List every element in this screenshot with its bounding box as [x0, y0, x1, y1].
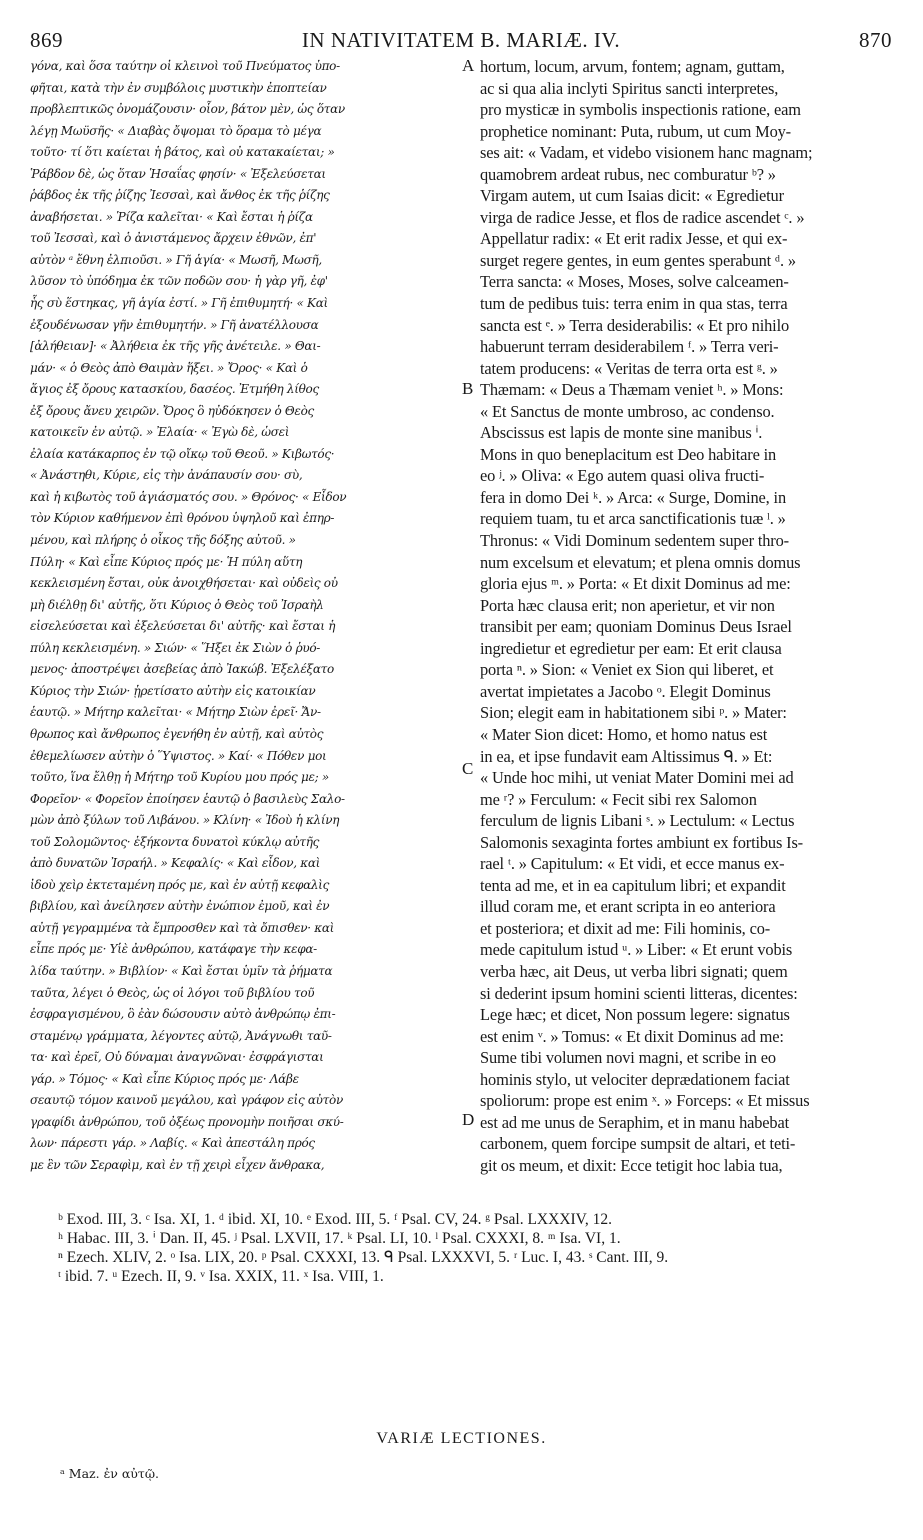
footnote-line: ⁿ Ezech. XLIV, 2. ᵒ Isa. LIX, 20. ᵖ Psal. CXXXI, 13. ᑫ Psal. LXXXVI, 5. ʳ Luc. I, 43. ˢ Cant. III, 9.	[58, 1249, 669, 1266]
latin-text-line: tatem producens: « Veritas de terra orta est ᵍ. »	[480, 358, 778, 378]
latin-text-line: pro mysticæ in symbolis inspectionis ratione, eam	[480, 100, 801, 120]
greek-text-line: αὐτῇ γεγραμμένα τὰ ἔμπροσθεν καὶ τὰ ὄπισθεν· καὶ	[30, 920, 335, 935]
latin-text-line: tenta ad me, et in ea capitulum libri; et expandit	[480, 875, 786, 895]
latin-text-line: verba hæc, ait Deus, ut verba libri signati; quem	[480, 961, 788, 981]
greek-text-line: βιβλίου, καὶ ἀνείλησεν αὐτὴν ἐνώπιον ἐμοῦ, καὶ ἐν	[30, 899, 330, 914]
greek-text-line: « Ἀνάστηθι, Κύριε, εἰς τὴν ἀνάπαυσίν σου· σὺ,	[30, 468, 303, 483]
running-header	[30, 28, 892, 56]
greek-text-line: μὼν ἀπὸ ξύλων τοῦ Λιβάνου. » Κλίνη· « Ἰδοὺ ἡ κλίνη	[30, 813, 340, 828]
greek-text-line: Φορεῖον· « Φορεῖον ἐποίησεν ἑαυτῷ ὁ βασιλεὺς Σαλο-	[30, 791, 345, 806]
footnote-line: ᵇ Exod. III, 3. ᶜ Isa. XI, 1. ᵈ ibid. XI, 10. ᵉ Exod. III, 5. ᶠ Psal. CV, 24. ᵍ Psal. LXXXIV, 12.	[58, 1211, 612, 1228]
greek-text-line: τοῦ Σολομῶντος· ἑξήκοντα δυνατοὶ κύκλῳ αὐτῆς	[30, 834, 320, 849]
latin-text-line: me ʳ? » Ferculum: « Fecit sibi rex Salomon	[480, 789, 757, 809]
latin-text-line: porta ⁿ. » Sion: « Veniet ex Sion qui liberet, et	[480, 660, 774, 680]
greek-text-line: λίδα ταύτην. » Βιβλίον· « Καὶ ἔσται ὑμῖν τὰ ῥήματα	[30, 963, 333, 978]
greek-text-line: γόνα, καὶ ὅσα ταύτην οἱ κλεινοὶ τοῦ Πνεύματος ὑπο-	[30, 59, 340, 73]
latin-text-line: quamobrem ardeat rubus, nec comburatur ᵇ? »	[480, 164, 776, 184]
greek-text-line: Πύλη· « Καὶ εἶπε Κύριος πρός με· Ἡ πύλη αὕτη	[30, 554, 303, 569]
latin-text-line: tum de pedibus tuis: terra enim in qua stas, terra	[480, 294, 788, 314]
greek-text-line: ἀναβήσεται. » Ῥίζα καλεῖται· « Καὶ ἔσται ἡ ῥίζα	[30, 209, 313, 224]
greek-text-line: ἰδοὺ χεὶρ ἐκτεταμένη πρός με, καὶ ἐν αὐτῇ κεφαλὶς	[30, 877, 330, 892]
greek-text-line: λων· πάρεστι γάρ. » Λαβίς. « Καὶ ἀπεστάλη πρός	[30, 1136, 315, 1151]
latin-text-line: ingredietur et egredietur per eam: Et erit clausa	[480, 638, 782, 658]
latin-text-line: spoliorum: prope est enim ˣ. » Forceps: « Et missus	[480, 1091, 810, 1111]
greek-text-line: λῦσον τὸ ὑπόδημα ἐκ τῶν ποδῶν σου· ἡ γὰρ γῆ, ἐφ'	[30, 274, 328, 289]
greek-text-line: τοῦτο· τί ὅτι καίεται ἡ βάτος, καὶ οὐ κατακαίεται; »	[30, 145, 335, 160]
latin-text-line: rael ᵗ. » Capitulum: « Et vidi, et ecce manus ex-	[480, 854, 785, 874]
latin-text-line: « Et Sanctus de monte umbroso, ac condenso.	[480, 401, 775, 421]
greek-text-line: κατοικεῖν ἐν αὐτῷ. » Ἐλαία· « Ἐγὼ δὲ, ὡσεὶ	[30, 425, 290, 440]
latin-text-line: Salomonis sexaginta fortes ambiunt ex fortibus Is-	[480, 832, 803, 852]
latin-text-line: virga de radice Jesse, et flos de radice ascendet ᶜ. »	[480, 207, 805, 227]
greek-text-line: τοῦ Ἰεσσαὶ, καὶ ὁ ἀνιστάμενος ἄρχειν ἐθνῶν, ἐπ'	[30, 231, 317, 246]
latin-text-line: Virgam autem, ut cum Isaias dicit: « Egredietur	[480, 186, 784, 206]
greek-text-line: θρωπος καὶ ἄνθρωπος ἐγενήθη ἐν αὐτῇ, καὶ αὐτὸς	[30, 726, 324, 741]
latin-text-line: Porta hæc clausa erit; non aperietur, et vir non	[480, 595, 775, 615]
latin-text-line: num excelsum et elevatum; et plena omnis domus	[480, 552, 801, 572]
latin-text-line: requiem tuam, tu et arca sanctificationis tuæ ˡ. »	[480, 509, 786, 529]
variae-lectiones-note: ᵃ Maz. ἐν αὐτῷ.	[60, 1466, 159, 1481]
greek-text-line: [ἀλήθειαν]· « Ἀλήθεια ἐκ τῆς γῆς ἀνέτειλε. » Θαι-	[30, 339, 321, 354]
greek-text-line: φῆται, κατὰ τὴν ἐν συμβόλοις μυστικὴν ἐποπτείαν	[30, 80, 327, 95]
latin-text-line: hortum, locum, arvum, fontem; agnam, guttam,	[480, 57, 785, 76]
latin-text-line: Terra sancta: « Moses, Moses, solve calceamen-	[480, 272, 789, 292]
latin-text-line: git os meum, et dixit: Ecce tetigit hoc labia tua,	[480, 1155, 783, 1175]
latin-text-line: Lege hæc; et dicet, Non possum legere: signatus	[480, 1005, 790, 1025]
greek-text-line: ἀπὸ δυνατῶν Ἰσραήλ. » Κεφαλίς· « Καὶ εἶδον, καὶ	[30, 856, 321, 871]
greek-text-line: γάρ. » Τόμος· « Καὶ εἶπε Κύριος πρός με· Λάβε	[30, 1071, 299, 1086]
greek-text-line: ἐσφραγισμένου, ὃ ἐὰν δώσουσιν αὐτὸ ἀνθρώπῳ ἐπι-	[30, 1007, 336, 1022]
latin-text-line: prophetice nominant: Puta, rubum, ut cum Moy-	[480, 121, 791, 141]
variae-lectiones-title: VARIÆ LECTIONES.	[376, 1430, 547, 1447]
greek-text-line: μάν· « ὁ Θεὸς ἀπὸ Θαιμὰν ἥξει. » Ὄρος· « Καὶ ὁ	[30, 360, 308, 375]
margin-marker-b: B	[462, 379, 474, 398]
greek-text-line: προβλεπτικῶς ὀνομάζουσιν· οἷον, βάτον μὲν, ὡς ὅταν	[30, 102, 345, 117]
latin-text-line: Thronus: « Vidi Dominum sedentem super thro-	[480, 531, 789, 551]
latin-text-line: illud coram me, et erant scripta in eo anteriora	[480, 897, 776, 917]
greek-text-line: ἅγιος ἐξ ὄρους κατασκίου, δασέος. Ἐτμήθη λίθος	[30, 382, 319, 397]
latin-text-line: est enim ᵛ. » Tomus: « Et dixit Dominus ad me:	[480, 1026, 784, 1046]
latin-text-line: « Unde hoc mihi, ut veniat Mater Domini mei ad	[480, 768, 794, 788]
greek-column	[30, 56, 462, 1176]
latin-text-line: fera in domo Dei ᵏ. » Arca: « Surge, Domine, in	[480, 487, 786, 507]
latin-text-line: ferculum de lignis Libani ˢ. » Lectulum: « Lectus	[480, 811, 795, 831]
latin-text-line: est ad me unus de Seraphim, et in manu habebat	[480, 1112, 789, 1132]
running-title: IN NATIVITATEM B. MARIÆ. IV.	[301, 28, 621, 52]
latin-text-line: et posteriora; et dixit ad me: Fili hominis, co-	[480, 918, 771, 938]
latin-text-line: si dederint ipsum homini scienti litteras, dicentes:	[480, 983, 798, 1003]
right-page-number: 870	[859, 28, 892, 52]
footnote-line: ᵗ ibid. 7. ᵘ Ezech. II, 9. ᵛ Isa. XXIX, 11. ˣ Isa. VIII, 1.	[58, 1268, 384, 1285]
latin-text-line: eo ʲ. » Oliva: « Ego autem quasi oliva fructi-	[480, 466, 765, 486]
latin-text-line: transibit per eam; quoniam Dominus Deus Israel	[480, 617, 792, 637]
greek-text-line: μὴ διέλθῃ δι' αὐτῆς, ὅτι Κύριος ὁ Θεὸς τοῦ Ἰσραὴλ	[30, 597, 324, 612]
greek-text-line: σεαυτῷ τόμον καινοῦ μεγάλου, καὶ γράφον εἰς αὐτὸν	[30, 1093, 343, 1108]
greek-text-line: ἐξουδένωσαν γῆν ἐπιθυμητήν. » Γῆ ἀνατέλλουσα	[30, 317, 319, 332]
latin-text-line: Sion; elegit eam in habitationem sibi ᵖ. » Mater:	[480, 703, 787, 723]
margin-marker-a: A	[462, 56, 475, 75]
margin-marker-d: D	[462, 1110, 475, 1129]
latin-text-line: sancta est ᵉ. » Terra desiderabilis: « Et pro nihilo	[480, 315, 790, 335]
greek-text-line: Κύριος τὴν Σιών· ᾑρετίσατο αὐτὴν εἰς κατοικίαν	[30, 683, 316, 698]
footnotes	[58, 1210, 668, 1286]
greek-text-line: τοῦτο, ἵνα ἔλθῃ ἡ Μήτηρ τοῦ Κυρίου μου πρός με; »	[30, 770, 329, 785]
latin-text-line: Sume tibi volumen novi magni, et scribe in eo	[480, 1048, 776, 1068]
latin-text-line: « Mater Sion dicet: Homo, et homo natus est	[480, 724, 768, 744]
greek-text-line: μένου, καὶ πλήρης ὁ οἶκος τῆς δόξης αὐτοῦ. »	[30, 533, 296, 548]
greek-text-line: Ῥάβδον δὲ, ὡς ὅταν Ἡσαΐας φησίν· « Ἐξελεύσεται	[30, 166, 326, 181]
latin-text-line: avertat impietates a Jacobo ᵒ. Elegit Dominus	[480, 681, 771, 701]
latin-text-line: mede capitulum istud ᵘ. » Liber: « Et erunt vobis	[480, 940, 793, 960]
greek-text-line: τα· καὶ ἐρεῖ, Οὐ δύναμαι ἀναγνῶναι· ἐσφράγισται	[30, 1050, 324, 1065]
latin-text-line: Mons in quo beneplacitum est Deo habitare in	[480, 444, 777, 464]
latin-text-line: Appellatur radix: « Et erit radix Jesse, et qui ex-	[480, 229, 788, 249]
latin-text-line: in ea, et ipse fundavit eam Altissimus ᑫ. » Et:	[480, 746, 773, 766]
greek-text-line: με ἓν τῶν Σεραφὶμ, καὶ ἐν τῇ χειρὶ εἶχεν ἄνθρακα,	[30, 1157, 325, 1172]
latin-column	[480, 56, 890, 1176]
greek-text-line: ῥάβδος ἐκ τῆς ῥίζης Ἰεσσαὶ, καὶ ἄνθος ἐκ τῆς ῥίζης	[30, 188, 330, 203]
greek-text-line: εἰσελεύσεται καὶ ἐξελεύσεται δι' αὐτῆς· καὶ ἔσται ἡ	[30, 619, 336, 634]
greek-text-line: ταῦτα, λέγει ὁ Θεὸς, ὡς οἱ λόγοι τοῦ βιβλίου τοῦ	[30, 985, 315, 1000]
greek-text-line: τὸν Κύριον καθήμενον ἐπὶ θρόνου ὑψηλοῦ καὶ ἐπηρ-	[30, 511, 335, 526]
greek-text-line: κεκλεισμένη ἔσται, οὐκ ἀνοιχθήσεται· καὶ οὐδεὶς οὐ	[30, 576, 338, 591]
latin-text-line: ses ait: « Vadam, et videbo visionem hanc magnam;	[480, 143, 813, 163]
greek-text-line: σταμένῳ γράμματα, λέγοντες αὐτῷ, Ἀνάγνωθι ταῦ-	[30, 1028, 332, 1043]
latin-text-line: carbonem, quem forcipe sumpsit de altari, et teti-	[480, 1134, 796, 1154]
footnote-line: ʰ Habac. III, 3. ⁱ Dan. II, 45. ʲ Psal. LXVII, 17. ᵏ Psal. LI, 10. ˡ Psal. CXXXI, 8. ᵐ Isa. VI, 1.	[58, 1230, 621, 1247]
greek-text-line: πύλη κεκλεισμένη. » Σιών· « Ἥξει ἐκ Σιὼν ὁ ῥυό-	[30, 640, 321, 655]
greek-text-line: αὐτὸν ᵃ ἔθνη ἐλπιοῦσι. » Γῆ ἁγία· « Μωσῆ, Μωσῆ,	[30, 252, 322, 267]
greek-text-line: μενος· ἀποστρέψει ἀσεβείας ἀπὸ Ἰακώβ. Ἐξελέξατο	[30, 662, 334, 677]
greek-text-line: λέγῃ Μωϋσῆς· « Διαβὰς ὄψομαι τὸ ὅραμα τὸ μέγα	[30, 123, 322, 138]
latin-text-line: habuerunt terram desiderabilem ᶠ. » Terra veri-	[480, 337, 779, 357]
greek-text-line: εἶπε πρός με· Υἱὲ ἀνθρώπου, κατάφαγε τὴν κεφα-	[30, 942, 317, 957]
latin-text-line: gloria ejus ᵐ. » Porta: « Et dixit Dominus ad me:	[480, 574, 791, 594]
greek-text-line: ἧς σὺ ἕστηκας, γῆ ἁγία ἐστί. » Γῆ ἐπιθυμητή· « Καὶ	[30, 296, 328, 311]
latin-text-line: surget regere gentes, in eum gentes sperabunt ᵈ. »	[480, 250, 796, 270]
greek-text-line: καὶ ἡ κιβωτὸς τοῦ ἁγιάσματός σου. » Θρόνος· « Εἶδον	[30, 489, 347, 504]
left-page-number: 869	[30, 28, 63, 52]
latin-text-line: Thæmam: « Deus a Thæmam veniet ʰ. » Mons:	[480, 380, 784, 400]
greek-text-line: ἐθεμελίωσεν αὐτὴν ὁ Ὕψιστος. » Καί· « Πόθεν μοι	[30, 748, 327, 763]
greek-text-line: ἑαυτῷ. » Μήτηρ καλεῖται· « Μήτηρ Σιὼν ἐρεῖ· Ἄν-	[30, 705, 321, 720]
latin-text-line: Abscissus est lapis de monte sine manibus ⁱ.	[480, 423, 763, 443]
latin-text-line: hominis stylo, ut velociter deprædationem faciat	[480, 1069, 790, 1089]
margin-marker-c: C	[462, 759, 474, 778]
greek-text-line: ἐλαία κατάκαρπος ἐν τῷ οἴκῳ τοῦ Θεοῦ. » Κιβωτός·	[30, 446, 335, 461]
greek-text-line: γραφίδι ἀνθρώπου, τοῦ ὀξέως προνομὴν ποιῆσαι σκύ-	[30, 1114, 344, 1129]
greek-text-line: ἐξ ὄρους ἄνευ χειρῶν. Ὄρος ὃ ηὐδόκησεν ὁ Θεὸς	[30, 403, 314, 418]
latin-text-line: ac si qua alia inclyti Spiritus sancti interpretes,	[480, 78, 779, 98]
